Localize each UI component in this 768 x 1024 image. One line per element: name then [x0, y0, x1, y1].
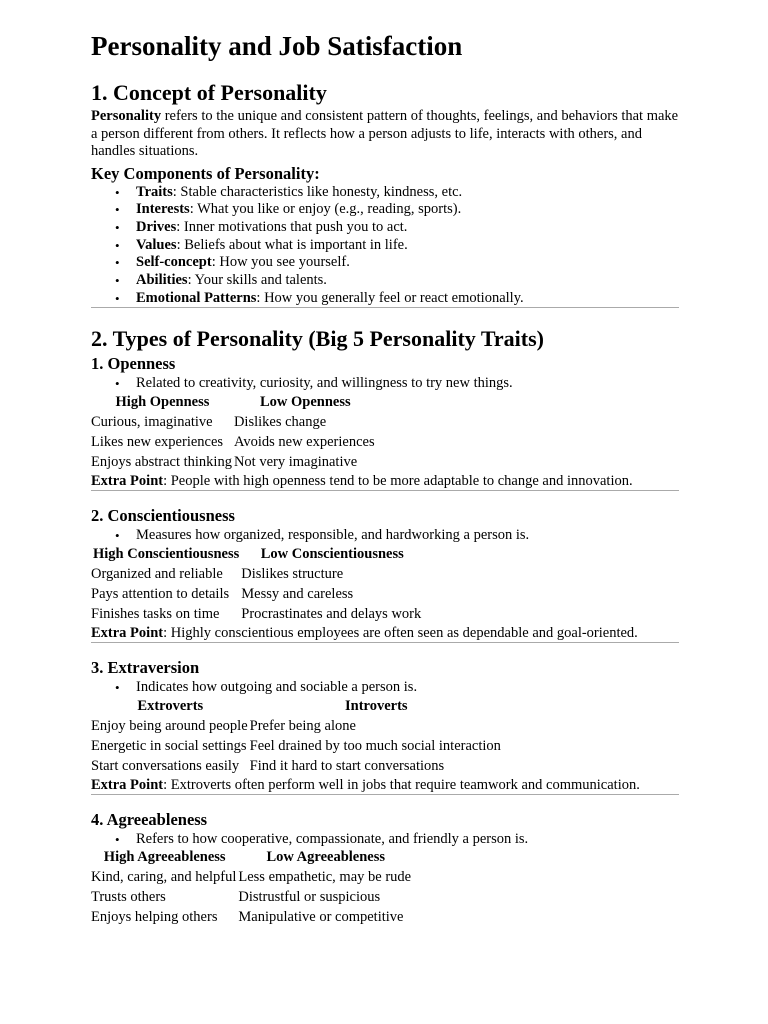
table-row: Likes new experiences Avoids new experiences: [91, 434, 375, 451]
section1-heading: 1. Concept of Personality: [91, 80, 327, 105]
table-header-low: Low Agreeableness: [266, 849, 386, 866]
list-item: • Related to creativity, curiosity, and willingness to try new things.: [136, 375, 679, 393]
list-item: • Self-concept: How you see yourself.: [136, 254, 679, 272]
trait-table-conscientiousness: [91, 545, 423, 624]
list-item: • Drives: Inner motivations that push you to act.: [136, 219, 679, 237]
list-item: • Emotional Patterns: How you generally feel or react emotionally.: [136, 290, 679, 308]
table-header-high: Extroverts: [137, 697, 204, 714]
table-header-row: [91, 848, 413, 867]
table-header-high: High Conscientiousness: [93, 545, 240, 562]
table-row: Curious, imaginative Dislikes change: [91, 414, 327, 431]
definition-text: refers to the unique and consistent pattern of thoughts, feelings, and behaviors that make a person different from others. It reflects how a person adjusts to life, interacts with others, and handles situations.: [91, 108, 679, 159]
divider: [91, 490, 679, 491]
trait-heading-agreeableness: 4. Agreeableness: [91, 809, 208, 829]
table-header-high: High Openness: [115, 394, 210, 411]
list-item: • Measures how organized, responsible, and hardworking a person is.: [136, 527, 679, 545]
table-header-low: Low Conscientiousness: [260, 545, 404, 562]
table-row: Start conversations easily Find it hard to start conversations: [91, 757, 445, 774]
list-item: • Values: Beliefs about what is important in life.: [136, 237, 679, 255]
divider: [91, 642, 679, 643]
list-item: • Traits: Stable characteristics like honesty, kindness, etc.: [136, 184, 679, 202]
trait-bullet-list: [91, 679, 679, 697]
list-item: • Interests: What you like or enjoy (e.g., reading, sports).: [136, 201, 679, 219]
table-header-high: High Agreeableness: [103, 849, 226, 866]
table-row: Pays attention to details Messy and careless: [91, 585, 354, 602]
list-item: • Refers to how cooperative, compassionate, and friendly a person is.: [136, 831, 679, 849]
trait-table-extraversion: [91, 697, 503, 776]
section2-heading: 2. Types of Personality (Big 5 Personality Traits): [91, 326, 545, 352]
components-list: [91, 184, 679, 308]
document-title: Personality and Job Satisfaction: [91, 31, 463, 61]
table-row: Kind, caring, and helpful Less empathetic, may be rude: [91, 869, 412, 886]
table-row: Energetic in social settings Feel drained by too much social interaction: [91, 737, 501, 754]
table-row: Organized and reliable Dislikes structure: [91, 565, 344, 582]
personality-definition: [91, 108, 679, 161]
trait-table-openness: [91, 393, 377, 472]
divider: [91, 794, 679, 795]
definition-term: Personality: [91, 108, 162, 124]
extra-point: Extra Point: Extroverts often perform well in jobs that require teamwork and communication.: [91, 776, 640, 793]
trait-bullet-list: [91, 527, 679, 545]
table-row: Enjoys abstract thinking Not very imaginative: [91, 454, 358, 471]
table-header-low: Low Openness: [259, 394, 351, 411]
table-row: Enjoy being around people Prefer being alone: [91, 717, 356, 734]
table-header-row: [91, 545, 423, 564]
extra-point: Extra Point: Highly conscientious employees are often seen as dependable and goal-oriented.: [91, 624, 638, 641]
table-row: Finishes tasks on time Procrastinates and delays work: [91, 605, 422, 622]
components-heading: Key Components of Personality:: [91, 163, 320, 183]
trait-bullet-list: [91, 831, 679, 849]
table-header-low: Introverts: [344, 697, 408, 714]
divider: [91, 307, 679, 308]
trait-table-agreeableness: [91, 848, 413, 927]
trait-heading-conscientiousness: 2. Conscientiousness: [91, 506, 235, 526]
trait-heading-openness: 1. Openness: [91, 354, 176, 374]
list-item: • Indicates how outgoing and sociable a person is.: [136, 679, 679, 697]
table-header-row: [91, 697, 503, 716]
list-item: • Abilities: Your skills and talents.: [136, 272, 679, 290]
table-row: Enjoys helping others Manipulative or competitive: [91, 909, 404, 926]
trait-heading-extraversion: 3. Extraversion: [91, 657, 200, 677]
extra-point: Extra Point: People with high openness tend to be more adaptable to change and innovation.: [91, 473, 633, 490]
document-page: [91, 28, 679, 927]
table-header-row: [91, 393, 377, 412]
trait-bullet-list: [91, 375, 679, 393]
table-row: Trusts others Distrustful or suspicious: [91, 889, 381, 906]
